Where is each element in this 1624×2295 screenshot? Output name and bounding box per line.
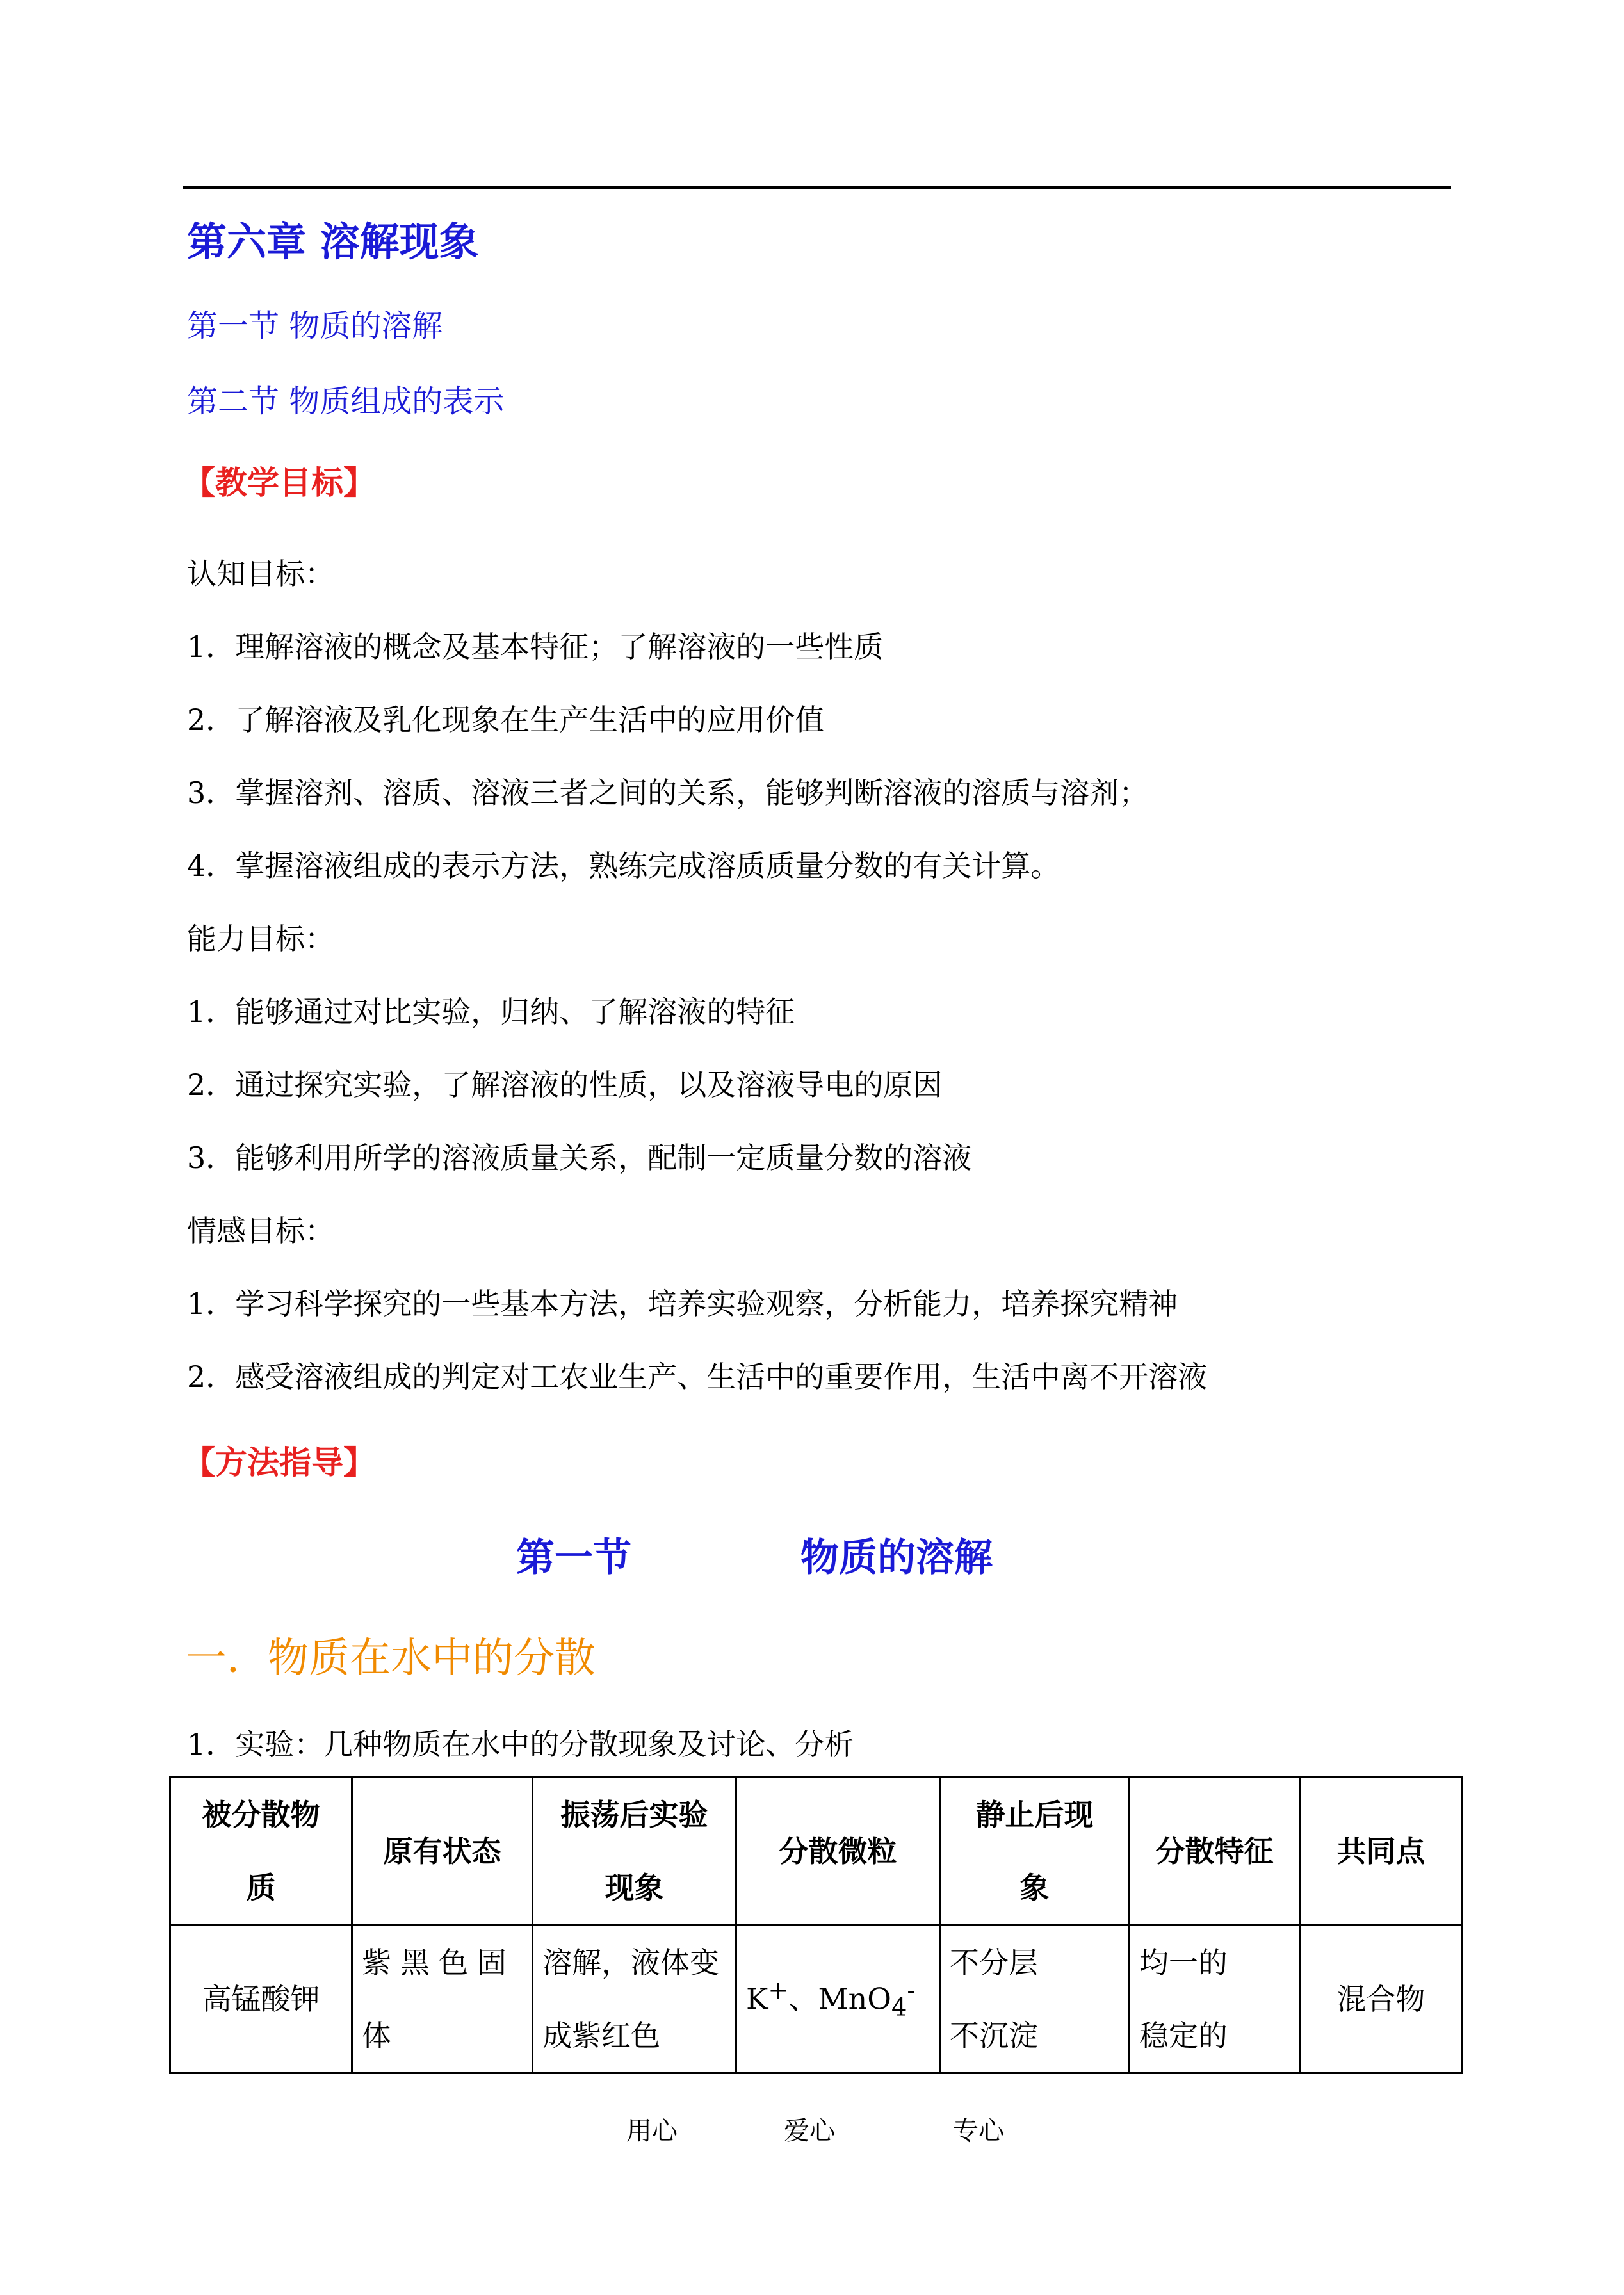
footer-text: 专心 bbox=[953, 2116, 1004, 2146]
ability-item: 1．能够通过对比实验，归纳、了解溶液的特征 bbox=[187, 994, 795, 1029]
subsection-title: 一．物质在水中的分散 bbox=[186, 1635, 596, 1682]
ability-item: 2．通过探究实验，了解溶液的性质，以及溶液导电的原因 bbox=[187, 1067, 943, 1102]
header-common: 共同点 bbox=[1300, 1778, 1463, 1926]
cognitive-item: 2．了解溶液及乳化现象在生产生活中的应用价值 bbox=[187, 702, 825, 737]
emotion-item: 1．学习科学探究的一些基本方法，培养实验观察，分析能力，培养探究精神 bbox=[187, 1286, 1178, 1321]
cell-phenomenon: 溶解，液体变 成紫红色 bbox=[533, 1926, 736, 2073]
header-still: 静止后现 象 bbox=[940, 1778, 1130, 1926]
header-phenomenon: 振荡后实验 现象 bbox=[533, 1778, 736, 1926]
experiment-caption: 1．实验：几种物质在水中的分散现象及讨论、分析 bbox=[187, 1727, 854, 1762]
ability-label: 能力目标： bbox=[187, 921, 334, 956]
section-title-number: 第一节 bbox=[516, 1536, 631, 1580]
section-title-name: 物质的溶解 bbox=[800, 1536, 993, 1580]
cognitive-item: 3．掌握溶剂、溶质、溶液三者之间的关系，能够判断溶液的溶质与溶剂； bbox=[187, 775, 1149, 810]
table-row bbox=[170, 1926, 1463, 2073]
footer-text: 用心 bbox=[626, 2116, 678, 2146]
cell-feature: 均一的 稳定的 bbox=[1130, 1926, 1300, 2073]
header-substance: 被分散物 质 bbox=[170, 1778, 352, 1926]
cognitive-item: 1．理解溶液的概念及基本特征；了解溶液的一些性质 bbox=[187, 629, 884, 664]
table-header-row bbox=[170, 1778, 1463, 1926]
cell-common: 混合物 bbox=[1300, 1926, 1463, 2073]
cell-still: 不分层 不沉淀 bbox=[940, 1926, 1130, 2073]
chapter-title: 第六章 溶解现象 bbox=[187, 218, 479, 265]
cell-particles: K+、MnO$_4$- bbox=[736, 1926, 940, 2073]
cognitive-label: 认知目标： bbox=[187, 556, 334, 591]
method-heading: 【方法指导】 bbox=[183, 1443, 375, 1481]
header-rule bbox=[183, 186, 1451, 189]
cell-substance: 高锰酸钾 bbox=[170, 1926, 352, 2073]
experiment-table bbox=[169, 1776, 1463, 2074]
header-particles: 分散微粒 bbox=[736, 1778, 940, 1926]
ability-item: 3．能够利用所学的溶液质量关系，配制一定质量分数的溶液 bbox=[187, 1140, 972, 1175]
header-state: 原有状态 bbox=[352, 1778, 533, 1926]
footer-text: 爱心 bbox=[784, 2116, 835, 2146]
cognitive-item: 4．掌握溶液组成的表示方法，熟练完成溶质质量分数的有关计算。 bbox=[187, 848, 1060, 883]
cell-state: 紫黑色固 体 bbox=[352, 1926, 533, 2073]
toc-section-2[interactable]: 第二节 物质组成的表示 bbox=[187, 384, 505, 419]
header-feature: 分散特征 bbox=[1130, 1778, 1300, 1926]
toc-section-1[interactable]: 第一节 物质的溶解 bbox=[187, 308, 443, 344]
teaching-goals-heading: 【教学目标】 bbox=[183, 464, 375, 501]
emotion-item: 2．感受溶液组成的判定对工农业生产、生活中的重要作用，生活中离不开溶液 bbox=[187, 1359, 1208, 1394]
emotion-label: 情感目标： bbox=[187, 1213, 334, 1248]
